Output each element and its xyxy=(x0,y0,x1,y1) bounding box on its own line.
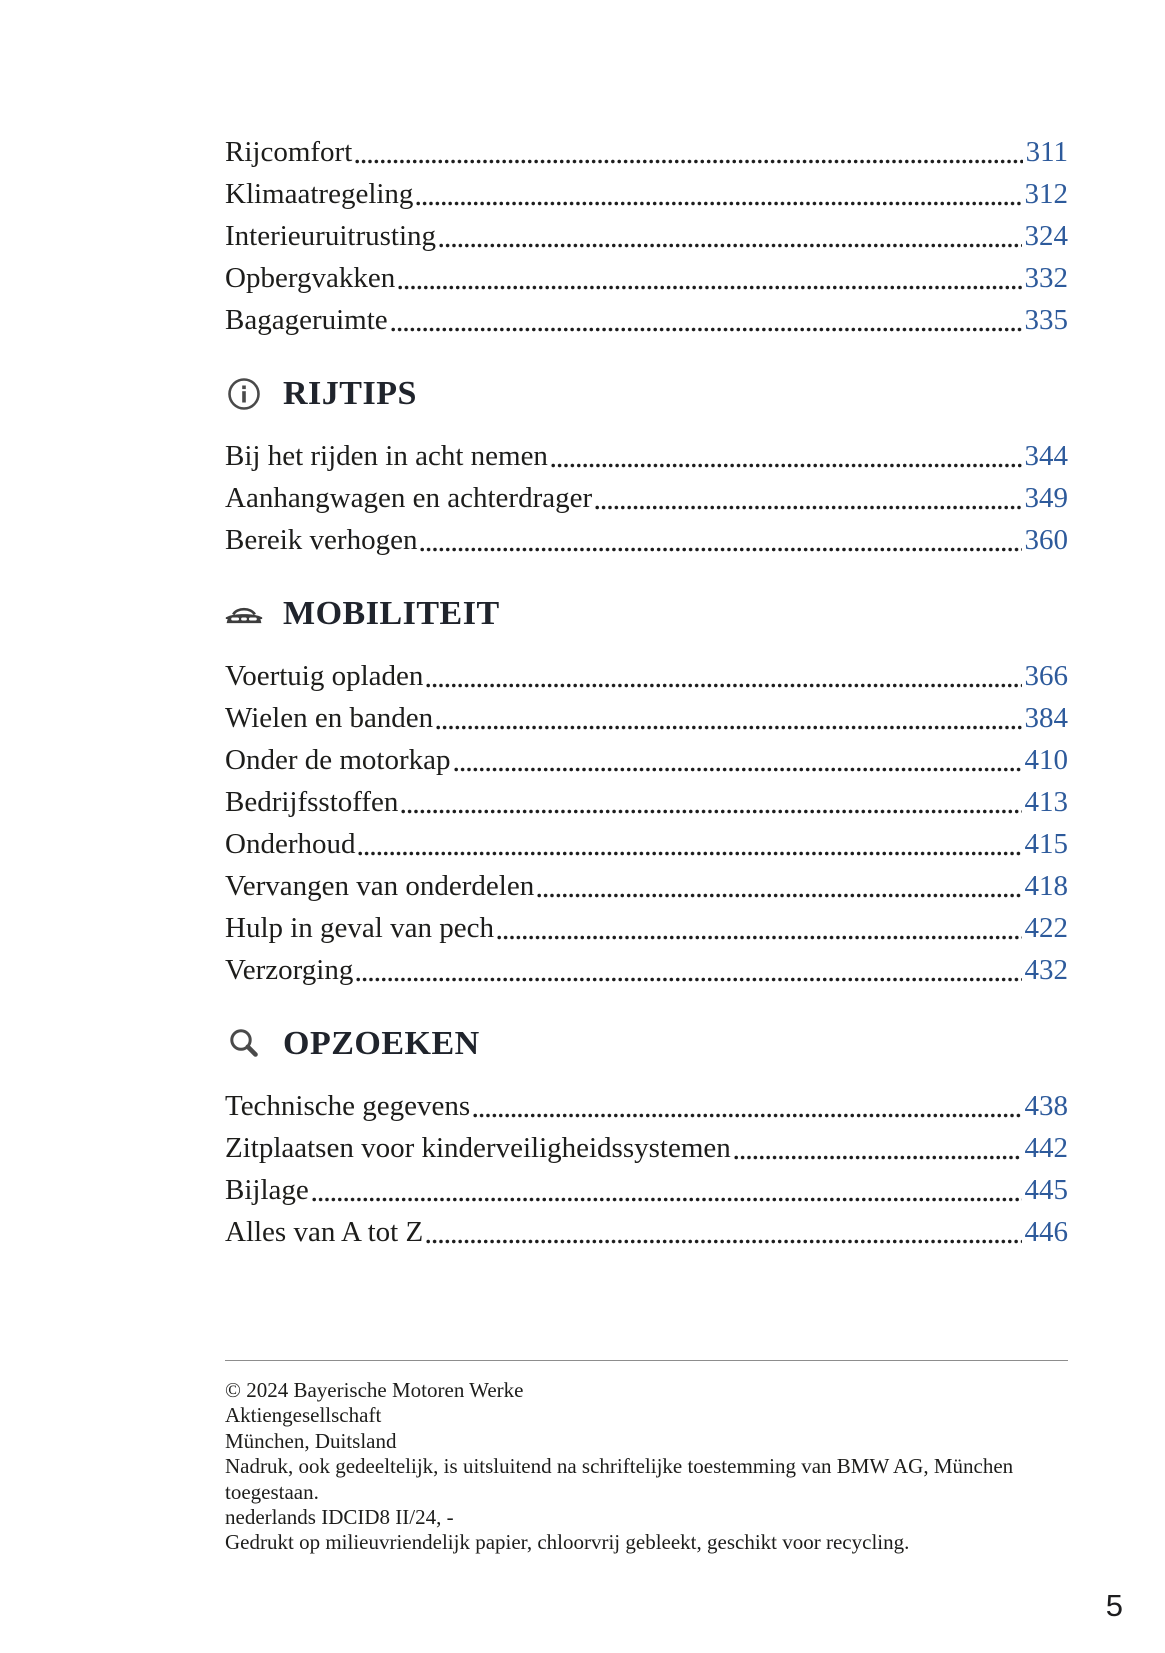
toc-entry[interactable] xyxy=(225,1126,1068,1168)
section-heading xyxy=(225,1018,1068,1070)
toc-entry[interactable] xyxy=(225,822,1068,864)
toc-entry[interactable] xyxy=(225,1210,1068,1252)
toc-entry[interactable] xyxy=(225,654,1068,696)
toc-entry-label: Vervangen van onderdelen xyxy=(225,870,535,902)
section-entry-list xyxy=(225,654,1068,990)
toc-entry[interactable] xyxy=(225,256,1068,298)
toc-entry[interactable] xyxy=(225,130,1068,172)
toc-section xyxy=(225,368,1068,560)
toc-entry-label: Technische gegevens xyxy=(225,1090,471,1122)
toc-entry[interactable] xyxy=(225,172,1068,214)
section-entry-list xyxy=(225,1084,1068,1252)
toc-entry-page-number: 422 xyxy=(1024,912,1068,944)
dot-leader xyxy=(537,893,1021,898)
dot-leader xyxy=(436,725,1021,730)
toc-entry-page-number: 366 xyxy=(1024,660,1068,692)
dot-leader xyxy=(356,977,1021,982)
toc-entry-page-number: 360 xyxy=(1024,524,1068,556)
section-heading xyxy=(225,368,1068,420)
toc-entry-page-number: 418 xyxy=(1024,870,1068,902)
toc-entry-label: Hulp in geval van pech xyxy=(225,912,494,944)
toc-entry[interactable] xyxy=(225,518,1068,560)
toc-entry-label: Bijlage xyxy=(225,1174,309,1206)
toc-entry-label: Onderhoud xyxy=(225,828,356,860)
imprint-line: Aktiengesellschaft xyxy=(225,1403,382,1428)
toc-entry-label: Aanhangwagen en achterdrager xyxy=(225,482,593,514)
toc-entry-page-number: 438 xyxy=(1024,1090,1068,1122)
toc-entry[interactable] xyxy=(225,864,1068,906)
footer-divider xyxy=(225,1360,1068,1361)
toc-entry[interactable] xyxy=(225,476,1068,518)
toc-entry-label: Bereik verhogen xyxy=(225,524,418,556)
toc-entry-label: Rijcomfort xyxy=(225,136,353,168)
toc-entry-label: Bedrijfsstoffen xyxy=(225,786,399,818)
dot-leader xyxy=(355,159,1022,164)
section-heading xyxy=(225,588,1068,640)
toc-entry-page-number: 311 xyxy=(1025,136,1068,168)
dot-leader xyxy=(416,201,1021,206)
dot-leader xyxy=(454,767,1022,772)
dot-leader xyxy=(391,327,1022,332)
imprint-line: nederlands IDCID8 II/24, - xyxy=(225,1505,454,1530)
toc-entry[interactable] xyxy=(225,1084,1068,1126)
toc-entry-label: Voertuig opladen xyxy=(225,660,424,692)
car-icon xyxy=(225,595,263,633)
toc-entry-label: Verzorging xyxy=(225,954,354,986)
toc-entry-page-number: 432 xyxy=(1024,954,1068,986)
imprint-text xyxy=(225,1378,1068,1556)
toc-entry[interactable] xyxy=(225,738,1068,780)
toc-entry-label: Bij het rijden in acht nemen xyxy=(225,440,548,472)
toc-entry-label: Wielen en banden xyxy=(225,702,434,734)
section-entry-list xyxy=(225,434,1068,560)
section-heading-label: MOBILITEIT xyxy=(283,595,500,632)
toc-entry[interactable] xyxy=(225,948,1068,990)
search-icon xyxy=(225,1025,263,1063)
dot-leader xyxy=(420,547,1021,552)
toc-entry-page-number: 332 xyxy=(1024,262,1068,294)
imprint-line: © 2024 Bayerische Motoren Werke xyxy=(225,1378,524,1402)
imprint-footer xyxy=(225,1360,1068,1556)
toc-entry-label: Opbergvakken xyxy=(225,262,396,294)
toc-entry[interactable] xyxy=(225,696,1068,738)
toc-entry-page-number: 446 xyxy=(1024,1216,1068,1248)
toc-entry-label: Onder de motorkap xyxy=(225,744,451,776)
dot-leader xyxy=(497,935,1022,940)
toc-entry-label: Bagageruimte xyxy=(225,304,388,336)
dot-leader xyxy=(426,1239,1021,1244)
toc-entry[interactable] xyxy=(225,906,1068,948)
toc-entry-label: Klimaatregeling xyxy=(225,178,414,210)
dot-leader xyxy=(358,851,1021,856)
dot-leader xyxy=(473,1113,1021,1118)
imprint-line: Gedrukt op milieuvriendelijk papier, chloorvrij gebleekt, geschikt voor recycling. xyxy=(225,1530,910,1555)
dot-leader xyxy=(439,243,1021,248)
toc-entry-page-number: 344 xyxy=(1024,440,1068,472)
toc-entry-label: Interieuruitrusting xyxy=(225,220,437,252)
dot-leader xyxy=(312,1197,1022,1202)
toc-section xyxy=(225,1018,1068,1252)
section-heading-label: RIJTIPS xyxy=(283,375,417,412)
toc-entry-label: Zitplaatsen voor kinderveiligheidssystemen xyxy=(225,1132,731,1164)
toc-entry-page-number: 349 xyxy=(1024,482,1068,514)
toc-entry-page-number: 410 xyxy=(1024,744,1068,776)
imprint-line: Nadruk, ook gedeeltelijk, is uitsluitend na schriftelijke toestemming van BMW AG, München toegestaan. xyxy=(225,1454,1014,1504)
toc-entry-label: Alles van A tot Z xyxy=(225,1216,424,1248)
dot-leader xyxy=(734,1155,1022,1160)
info-icon xyxy=(225,375,263,413)
toc-entry[interactable] xyxy=(225,1168,1068,1210)
section-heading-label: OPZOEKEN xyxy=(283,1025,480,1062)
toc-entry-page-number: 335 xyxy=(1024,304,1068,336)
toc-entry-page-number: 415 xyxy=(1024,828,1068,860)
toc-entry[interactable] xyxy=(225,434,1068,476)
toc-entry-page-number: 442 xyxy=(1024,1132,1068,1164)
imprint-line: München, Duitsland xyxy=(225,1428,397,1453)
dot-leader xyxy=(551,463,1022,468)
section-entry-list xyxy=(225,130,1068,340)
toc-entry[interactable] xyxy=(225,780,1068,822)
dot-leader xyxy=(398,285,1021,290)
toc-entry[interactable] xyxy=(225,298,1068,340)
toc-entry-page-number: 413 xyxy=(1024,786,1068,818)
toc-entry-page-number: 312 xyxy=(1024,178,1068,210)
toc-section xyxy=(225,588,1068,990)
toc-section xyxy=(225,130,1068,340)
page-number: 5 xyxy=(1105,1588,1123,1623)
dot-leader xyxy=(401,809,1021,814)
dot-leader xyxy=(595,505,1021,510)
toc-entry[interactable] xyxy=(225,214,1068,256)
toc-entry-page-number: 384 xyxy=(1024,702,1068,734)
toc-entry-page-number: 324 xyxy=(1024,220,1068,252)
dot-leader xyxy=(426,683,1021,688)
toc-entry-page-number: 445 xyxy=(1024,1174,1068,1206)
